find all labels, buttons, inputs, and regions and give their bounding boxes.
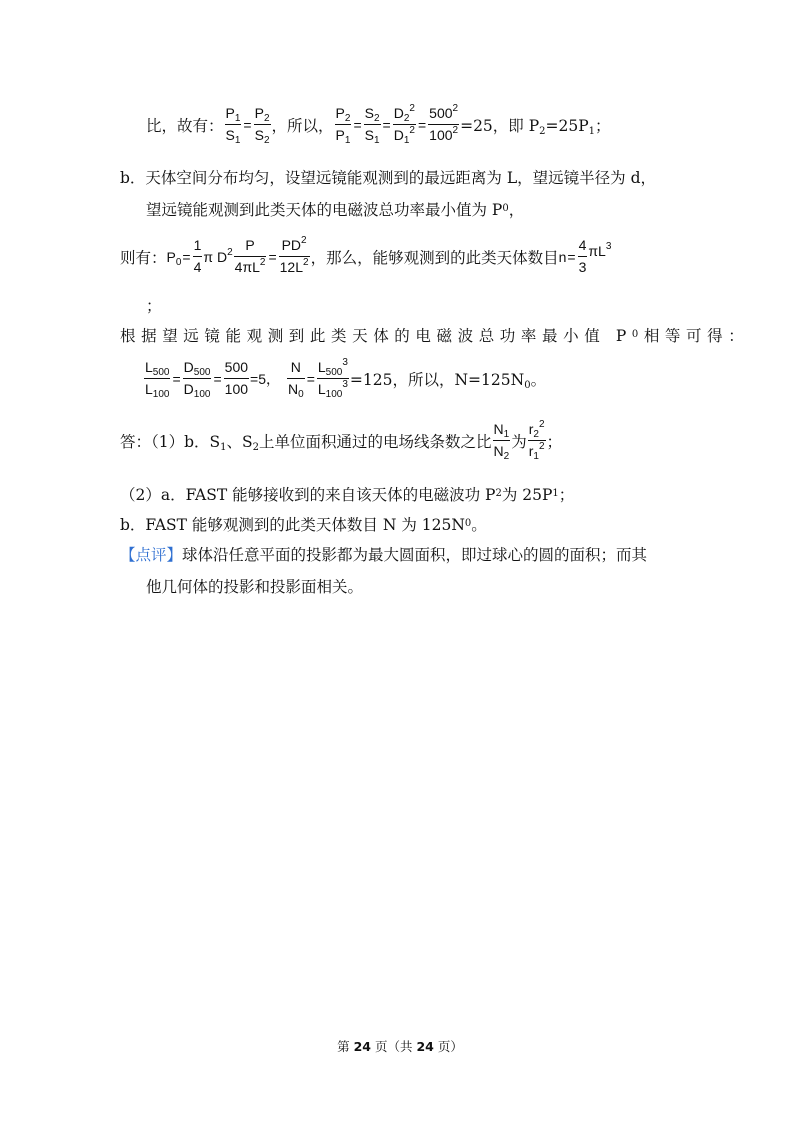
footer-mid: 页（共 bbox=[371, 1039, 417, 1054]
txt: 上单位面积通过的电场线条数之比 bbox=[259, 432, 492, 451]
txt: π bbox=[203, 248, 214, 265]
equals: = bbox=[382, 116, 391, 133]
num: PD bbox=[281, 237, 302, 253]
equals: = bbox=[213, 370, 222, 387]
txt: 、S bbox=[226, 432, 253, 451]
line1-mid: ，所以， bbox=[271, 116, 334, 135]
fraction-p-4pil2 bbox=[234, 236, 267, 277]
den: 4 bbox=[193, 256, 203, 277]
num: P bbox=[225, 105, 235, 121]
den: r bbox=[528, 443, 534, 459]
num: D bbox=[393, 105, 404, 121]
sub: 2 bbox=[533, 429, 539, 440]
page-number: 24 bbox=[353, 1039, 372, 1054]
sub: 2 bbox=[373, 113, 380, 124]
sub: 0 bbox=[298, 389, 304, 400]
sup: 3 bbox=[342, 379, 348, 390]
sup: 2 bbox=[227, 246, 233, 258]
sup: 2 bbox=[538, 419, 545, 430]
sub: 0 bbox=[524, 379, 531, 391]
sup: 2 bbox=[301, 235, 307, 246]
fraction-pd2-12l2 bbox=[279, 236, 310, 277]
den: 100 bbox=[429, 127, 453, 143]
sub: 1 bbox=[234, 135, 241, 146]
line11-text: 球体沿任意平面的投影都为最大圆面积，即过球心的圆的面积；而其 bbox=[182, 546, 648, 564]
den: 12L bbox=[279, 259, 303, 275]
fraction-4-3 bbox=[578, 236, 588, 277]
sub: 2 bbox=[263, 113, 270, 124]
p0 bbox=[166, 248, 182, 268]
equals: = bbox=[567, 248, 576, 265]
fraction-500-100 bbox=[428, 104, 459, 145]
den: 4πL bbox=[234, 259, 260, 275]
sup: 2 bbox=[303, 257, 309, 268]
txt: ； bbox=[558, 486, 575, 504]
sub: 500 bbox=[152, 367, 170, 378]
den: N bbox=[493, 443, 504, 459]
sup: 3 bbox=[342, 357, 348, 368]
txt: 相等可得： bbox=[643, 327, 750, 345]
page-total: 24 bbox=[416, 1039, 434, 1054]
txt: =25，即 P bbox=[460, 116, 540, 135]
txt: πL bbox=[588, 242, 606, 259]
den: S bbox=[225, 127, 235, 143]
line1-prefix: 比，故有： bbox=[146, 116, 224, 135]
equals: = bbox=[306, 370, 315, 387]
sub: 500 bbox=[325, 367, 343, 378]
sup: 2 bbox=[538, 441, 545, 452]
line8-prefix bbox=[120, 430, 492, 452]
pi-l3 bbox=[588, 240, 612, 259]
fraction-p2-s2 bbox=[254, 104, 271, 145]
num: N bbox=[493, 421, 504, 437]
den: P bbox=[335, 127, 345, 143]
fraction-n-n0 bbox=[287, 358, 305, 399]
sub: 1 bbox=[373, 135, 380, 146]
sub: 2 bbox=[252, 441, 260, 453]
line-2 bbox=[120, 166, 656, 188]
equals: = bbox=[172, 370, 181, 387]
sup: 2 bbox=[409, 125, 415, 136]
txt: 。 bbox=[530, 370, 547, 389]
page-footer bbox=[0, 1037, 800, 1055]
sup: 2 bbox=[259, 257, 266, 268]
num: P bbox=[254, 105, 264, 121]
txt: 为 25P bbox=[501, 486, 553, 504]
comment-tag: 【点评】 bbox=[120, 546, 183, 564]
line-5 bbox=[146, 294, 162, 316]
txt: =125，所以，N=125N bbox=[349, 370, 525, 389]
den: S bbox=[364, 127, 374, 143]
num: L bbox=[145, 359, 153, 375]
line4-mid: ，那么，能够观测到的此类天体数目 bbox=[310, 248, 559, 267]
line-10: b．FAST 能够观测到的此类天体数目 N 为 125N 0 。 bbox=[120, 513, 487, 535]
equals: = bbox=[182, 248, 191, 265]
sub: 500 bbox=[193, 367, 211, 378]
line7-r2 bbox=[350, 368, 546, 390]
den: S bbox=[254, 127, 264, 143]
line9-text: （2）a．FAST 能够接收到的来自该天体的电磁波功 P bbox=[120, 486, 496, 504]
num: 500 bbox=[429, 105, 453, 121]
line3-text: 望远镜能观测到此类天体的电磁波总功率最小值为 P bbox=[146, 201, 503, 219]
num: P bbox=[245, 237, 255, 253]
sub: 0 bbox=[175, 256, 182, 268]
sub: 1 bbox=[533, 451, 539, 462]
num: S bbox=[364, 105, 374, 121]
line5-text: ； bbox=[146, 297, 162, 315]
line4-prefix: 则有： bbox=[120, 248, 167, 267]
sub: 2 bbox=[403, 113, 410, 124]
den: 100 bbox=[224, 378, 249, 399]
den: L bbox=[317, 381, 326, 397]
line2-text: b．天体空间分布均匀，设望远镜能观测到的最远距离为 L，望远镜半径为 d， bbox=[120, 169, 656, 187]
sub: 1 bbox=[234, 113, 241, 124]
sub: 1 bbox=[220, 441, 227, 453]
den: L bbox=[145, 381, 153, 397]
fraction-d500-d100 bbox=[183, 358, 212, 399]
num: L bbox=[317, 359, 326, 375]
equals: = bbox=[268, 248, 277, 265]
den: D bbox=[393, 127, 404, 143]
line-6: 根据望远镜能观测到此类天体的电磁波总功率最小值 P 0 相等可得： bbox=[120, 324, 749, 346]
sub: 2 bbox=[344, 113, 351, 124]
txt: ， bbox=[508, 201, 525, 219]
pi-d2 bbox=[203, 246, 233, 265]
line-12 bbox=[146, 575, 363, 597]
sub: 100 bbox=[152, 389, 170, 400]
line-3: 望远镜能观测到此类天体的电磁波总功率最小值为 P 0 ， bbox=[146, 198, 524, 220]
equals: = bbox=[417, 116, 427, 133]
sub: 1 bbox=[403, 135, 410, 146]
fraction-l500-l100 bbox=[144, 358, 170, 399]
sup: 2 bbox=[452, 103, 459, 114]
n-var: n bbox=[558, 248, 567, 265]
sub: 100 bbox=[325, 389, 343, 400]
fraction-r2-r1 bbox=[528, 420, 546, 461]
txt: D bbox=[216, 248, 228, 265]
sub: 1 bbox=[503, 429, 510, 440]
line-8 bbox=[120, 420, 562, 461]
sub: 2 bbox=[539, 125, 546, 137]
sub: 1 bbox=[344, 135, 351, 146]
num: P bbox=[335, 105, 345, 121]
sub: 2 bbox=[503, 451, 510, 462]
equals: = bbox=[353, 116, 362, 133]
fraction-s2-s1 bbox=[364, 104, 381, 145]
line-4 bbox=[120, 236, 611, 277]
sup: 2 bbox=[452, 125, 459, 136]
num: N bbox=[290, 359, 301, 375]
line8-wei: 为 bbox=[511, 432, 527, 451]
fraction-p1-s1 bbox=[225, 104, 242, 145]
fraction-500-100-b bbox=[224, 358, 249, 399]
fraction-1-4 bbox=[193, 236, 203, 277]
num: r bbox=[528, 421, 534, 437]
line8-end: ； bbox=[546, 432, 563, 451]
sub: 2 bbox=[263, 135, 270, 146]
den: 3 bbox=[578, 256, 588, 277]
sub: 100 bbox=[193, 389, 211, 400]
den: D bbox=[183, 381, 194, 397]
line6-text: 根据望远镜能观测到此类天体的电磁波总功率最小值 P bbox=[120, 327, 632, 345]
equals: = bbox=[243, 116, 252, 133]
line-11 bbox=[120, 543, 647, 565]
fraction-l500-cubed bbox=[317, 358, 349, 399]
num: 500 bbox=[224, 359, 249, 375]
den: N bbox=[288, 381, 299, 397]
txt: P bbox=[166, 248, 176, 265]
line1-result bbox=[460, 114, 610, 136]
line7-r1: =5， bbox=[250, 370, 280, 387]
line-9: （2）a．FAST 能够接收到的来自该天体的电磁波功 P 2 为 25P 1 ； bbox=[120, 483, 574, 505]
num: D bbox=[183, 359, 194, 375]
line10-text: b．FAST 能够观测到的此类天体数目 N 为 125N bbox=[120, 516, 465, 534]
line-1 bbox=[146, 104, 611, 145]
txt: =25P bbox=[545, 116, 589, 135]
fraction-p2-p1 bbox=[335, 104, 352, 145]
sub: 1 bbox=[588, 125, 596, 137]
fraction-n1-n2 bbox=[493, 420, 511, 461]
fraction-d2-d1 bbox=[393, 104, 416, 145]
line-7 bbox=[143, 358, 546, 399]
num: 1 bbox=[193, 237, 202, 253]
sup: 2 bbox=[409, 103, 415, 114]
txt: 。 bbox=[471, 516, 487, 534]
footer-post: 页） bbox=[433, 1039, 463, 1054]
num: 4 bbox=[578, 237, 587, 253]
txt: ； bbox=[595, 116, 611, 135]
line12-text: 他几何体的投影和投影面相关。 bbox=[146, 578, 364, 596]
txt: 答：（1）b．S bbox=[120, 432, 221, 451]
sup: 3 bbox=[605, 240, 612, 252]
footer-pre: 第 bbox=[337, 1039, 354, 1054]
